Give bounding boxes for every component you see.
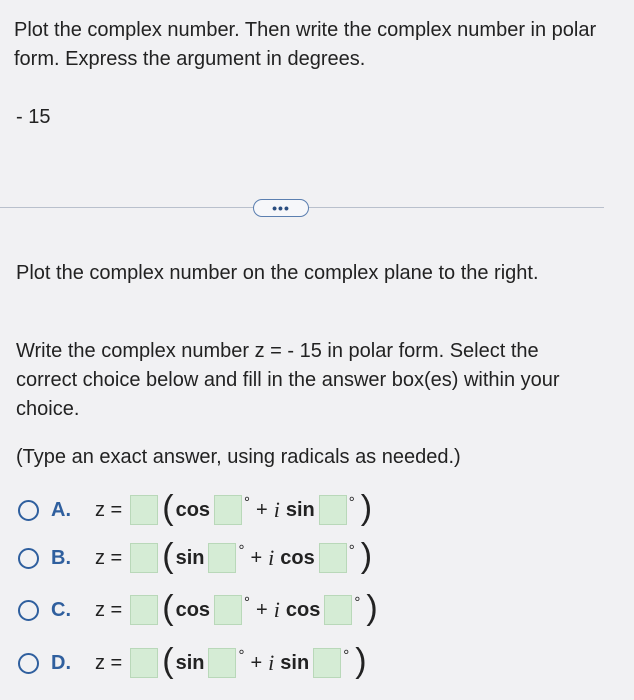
open-paren: (	[162, 641, 174, 680]
close-paren: )	[355, 641, 367, 680]
angle-answer-box[interactable]	[208, 543, 236, 573]
z-equals: z =	[95, 498, 123, 521]
hint-text: (Type an exact answer, using radicals as needed.)	[16, 446, 461, 468]
choice-letter: C.	[51, 598, 71, 621]
function-label: cos	[285, 598, 321, 621]
imaginary-unit: i	[273, 497, 280, 522]
radio-button[interactable]	[18, 600, 39, 621]
imaginary-unit: i	[268, 545, 275, 570]
open-paren: (	[162, 536, 174, 575]
expand-more-button[interactable]: •••	[253, 199, 309, 217]
imaginary-unit: i	[273, 597, 280, 622]
complex-number: - 15	[16, 106, 51, 128]
degree-sign: °	[348, 541, 355, 559]
choice-letter: A.	[51, 498, 71, 521]
angle-answer-box[interactable]	[319, 495, 347, 525]
modulus-answer-box[interactable]	[130, 495, 158, 525]
choice-letter: B.	[51, 546, 71, 569]
z-equals: z =	[95, 546, 123, 569]
degree-sign: °	[348, 493, 355, 511]
angle-answer-box[interactable]	[214, 495, 242, 525]
choice-d[interactable]	[18, 643, 369, 683]
close-paren: )	[360, 536, 373, 575]
choice-b[interactable]	[18, 538, 374, 578]
angle-answer-box[interactable]	[324, 595, 352, 625]
radio-button[interactable]	[18, 500, 39, 521]
imaginary-unit: i	[268, 650, 275, 675]
function-label: cos	[280, 546, 315, 569]
angle-answer-box[interactable]	[313, 648, 341, 678]
open-paren: (	[162, 488, 174, 527]
radio-button[interactable]	[18, 653, 39, 674]
function-label: sin	[280, 651, 310, 674]
plot-instruction: Plot the complex number on the complex plane to the right.	[16, 262, 539, 284]
degree-sign: °	[244, 493, 251, 511]
degree-sign: °	[238, 646, 245, 664]
angle-answer-box[interactable]	[214, 595, 242, 625]
z-equals: z =	[95, 651, 123, 674]
choice-c[interactable]	[18, 590, 380, 630]
modulus-answer-box[interactable]	[130, 543, 158, 573]
degree-sign: °	[244, 593, 251, 611]
function-label: sin	[285, 498, 315, 521]
choice-letter: D.	[51, 651, 71, 674]
function-label: sin	[175, 651, 205, 674]
degree-sign: °	[238, 541, 245, 559]
plus-sign: +	[250, 546, 263, 569]
degree-sign: °	[343, 646, 350, 664]
close-paren: )	[360, 488, 373, 527]
function-label: cos	[175, 498, 211, 521]
z-equals: z =	[95, 598, 123, 621]
plus-sign: +	[256, 598, 268, 621]
modulus-answer-box[interactable]	[130, 595, 158, 625]
choice-a[interactable]	[18, 490, 374, 530]
function-label: sin	[175, 546, 205, 569]
question-prompt: Plot the complex number. Then write the complex number in polar form. Express the argument in degrees.	[14, 19, 597, 70]
open-paren: (	[162, 588, 174, 627]
radio-button[interactable]	[18, 548, 39, 569]
plus-sign: +	[256, 498, 268, 521]
write-instruction: Write the complex number z = - 15 in polar form. Select the correct choice below and fill in the answer box(es) within your choice.	[16, 340, 560, 420]
plus-sign: +	[250, 651, 263, 674]
angle-answer-box[interactable]	[319, 543, 347, 573]
modulus-answer-box[interactable]	[130, 648, 158, 678]
degree-sign: °	[354, 593, 361, 611]
function-label: cos	[175, 598, 211, 621]
angle-answer-box[interactable]	[208, 648, 236, 678]
close-paren: )	[366, 588, 378, 627]
